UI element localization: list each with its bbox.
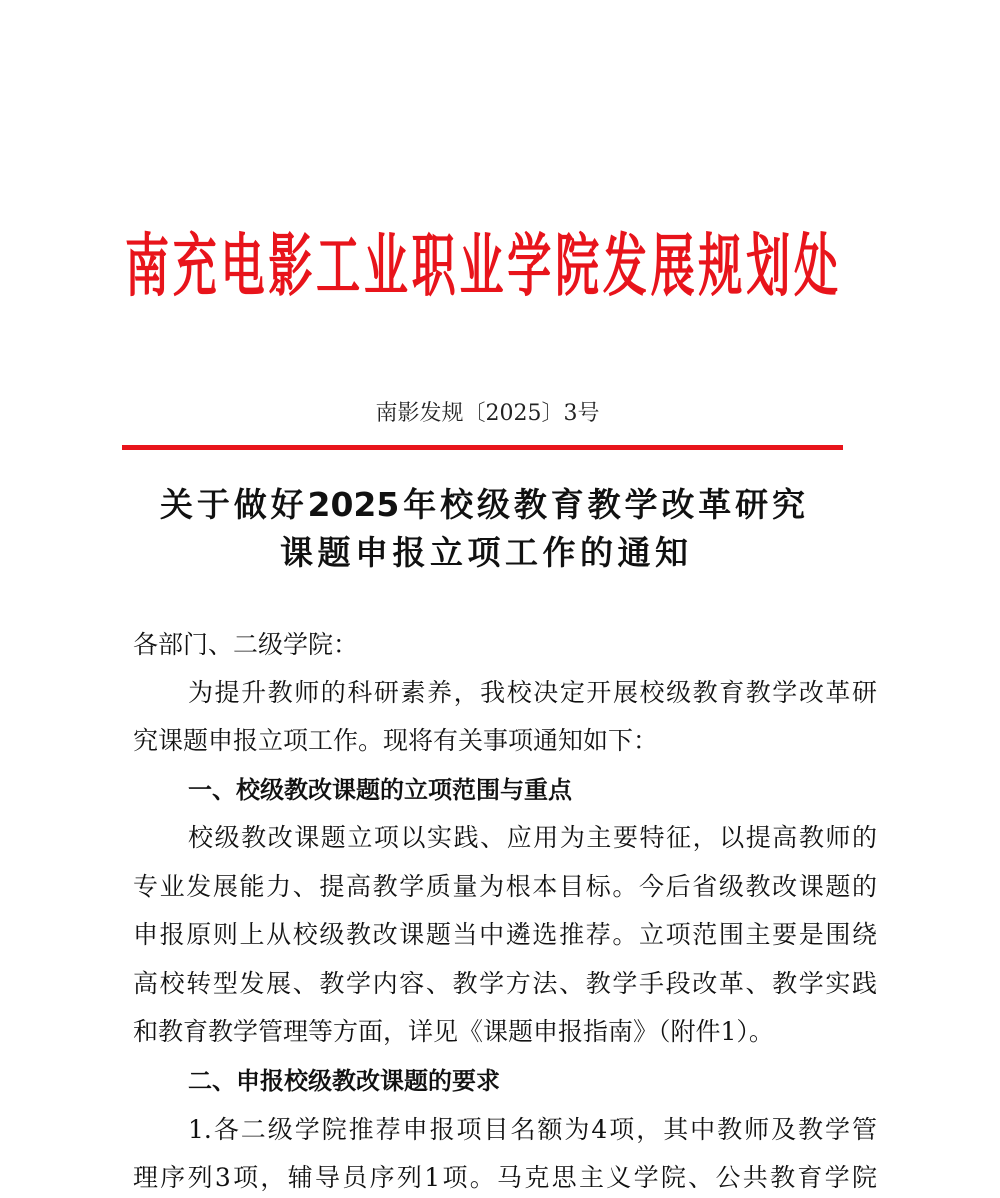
paragraph-line: 申报原则上从校级教改课题当中遴选推荐。立项范围主要是围绕 (133, 920, 877, 949)
intro-line: 为提升教师的科研素养，我校决定开展校级教育教学改革研 (188, 678, 877, 707)
paragraph-line: 校级教改课题立项以实践、应用为主要特征，以提高教师的 (188, 823, 877, 852)
paragraph-line: 理序列3项，辅导员序列1项。马克思主义学院、公共教育学院 (133, 1163, 877, 1192)
paragraph-line: 1.各二级学院推荐申报项目名额为4项，其中教师及教学管 (188, 1115, 877, 1144)
document-number: 南影发规〔2025〕3号 (375, 401, 600, 426)
section-2-heading: 二、申报校级教改课题的要求 (188, 1067, 500, 1095)
salutation: 各部门、二级学院： (133, 630, 359, 659)
section-1-heading: 一、校级教改课题的立项范围与重点 (188, 776, 572, 804)
issuing-organization-header: 南充电影工业职业学院发展规划处 (125, 227, 838, 307)
intro-line: 究课题申报立项工作。现将有关事项通知如下： (133, 726, 659, 755)
paragraph-line: 高校转型发展、教学内容、教学方法、教学手段改革、教学实践 (133, 969, 877, 998)
document-title-line-1: 关于做好2025年校级教育教学改革研究 (160, 485, 805, 524)
document-title-line-2: 课题申报立项工作的通知 (280, 533, 688, 572)
red-divider-line (122, 445, 843, 450)
paragraph-line: 专业发展能力、提高教学质量为根本目标。今后省级教改课题的 (133, 872, 877, 901)
paragraph-line: 和教育教学管理等方面，详见《课题申报指南》（附件1）。 (133, 1017, 774, 1046)
